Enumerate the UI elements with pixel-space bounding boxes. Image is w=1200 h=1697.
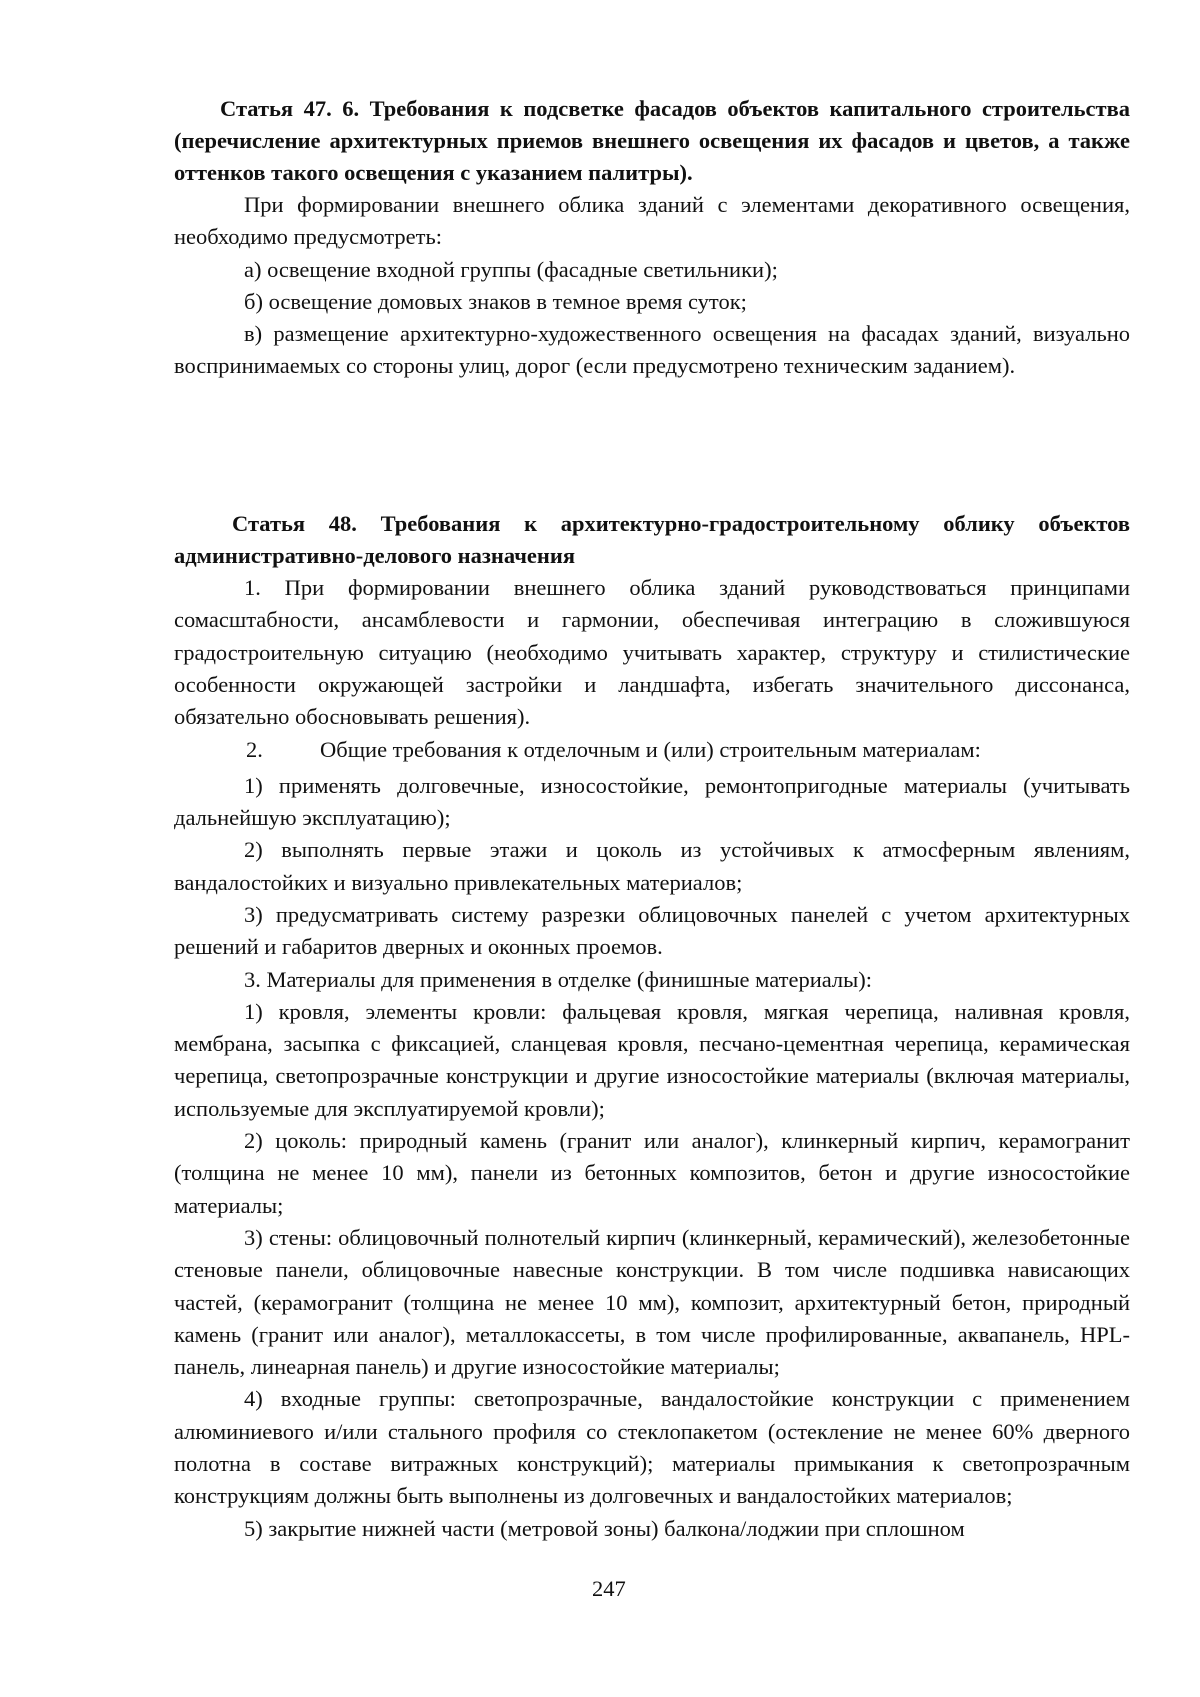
article-47-item-b: б) освещение домовых знаков в темное время суток; bbox=[244, 288, 747, 314]
paragraph-3-item-1: 1) кровля, элементы кровли: фальцевая кровля, мягкая черепица, наливная кровля, мембрана, засыпка с фиксацией, сланцевая кровля, песчано-цементная черепица, керамическая черепица, светопрозрачные конструкции и другие износостойкие материалы (включая материалы, используемые для эксплуатируемой кровли); bbox=[174, 998, 1130, 1121]
paragraph-2-item-2: 2) выполнять первые этажи и цоколь из устойчивых к атмосферным явлениям, вандалостойких и визуально привлекательных материалов; bbox=[174, 837, 1130, 895]
article-48-heading: Статья 48. Требования к архитектурно-градостроительному облику объектов административно-делового назначения bbox=[174, 511, 1130, 568]
article-47-item-c: в) размещение архитектурно-художественного освещения на фасадах зданий, визуально воспринимаемых со стороны улиц, дорог (если предусмотрено техническим заданием). bbox=[174, 321, 1130, 379]
article-48-paragraph-2 bbox=[174, 737, 1130, 769]
article-48-paragraph-1: 1. При формировании внешнего облика зданий руководствоваться принципами сомасштабности, ансамблевости и гармонии, обеспечивая интеграцию в сложившуюся градостроительную ситуацию (необходимо учитывать характер, структуру и стилистические особенности окружающей застройки и ландшафта, избегать значительного диссонанса, обязательно обосновывать решения). bbox=[174, 575, 1130, 730]
page-number: 247 bbox=[592, 1576, 626, 1601]
article-47-item-a: а) освещение входной группы (фасадные светильники); bbox=[244, 256, 778, 282]
paragraph-2-item-1: 1) применять долговечные, износостойкие, ремонтопригодные материалы (учитывать дальнейшую эксплуатацию); bbox=[174, 772, 1130, 831]
article-48-body bbox=[174, 572, 1130, 1545]
article-47-body bbox=[174, 189, 1130, 383]
paragraph-3-item-4: 4) входные группы: светопрозрачные, вандалостойкие конструкции с применением алюминиевого и/или стального профиля со стеклопакетом (остекление не менее 60% дверного полотна в составе витражных конструкций); материалы примыкания к светопрозрачным конструкциям должны быть выполнены из долговечных и вандалостойких материалов; bbox=[174, 1386, 1130, 1509]
article-47-intro: При формировании внешнего облика зданий с элементами декоративного освещения, необходимо предусмотреть: bbox=[174, 192, 1130, 250]
article-47-heading: Статья 47. 6. Требования к подсветке фасадов объектов капитального строительства (перечисление архитектурных приемов внешнего освещения их фасадов и цветов, а также оттенков такого освещения с указанием палитры). bbox=[174, 96, 1130, 185]
paragraph-2-number: 2. bbox=[246, 737, 263, 763]
paragraph-2-text: Общие требования к отделочным и (или) строительным материалам: bbox=[320, 737, 981, 763]
paragraph-3-item-5: 5) закрытие нижней части (метровой зоны) балкона/лоджии при сплошном bbox=[244, 1515, 965, 1541]
paragraph-3-item-2: 2) цоколь: природный камень (гранит или аналог), клинкерный кирпич, керамогранит (толщина не менее 10 мм), панели из бетонных композитов, бетон и другие износостойкие материалы; bbox=[174, 1128, 1130, 1218]
paragraph-2-item-3: 3) предусматривать систему разрезки облицовочных панелей с учетом архитектурных решений и габаритов дверных и оконных проемов. bbox=[174, 901, 1130, 960]
paragraph-3-item-3: 3) стены: облицовочный полнотелый кирпич (клинкерный, керамический), железобетонные стеновые панели, облицовочные навесные конструкции. В том числе подшивка нависающих частей, (керамогранит (толщина не менее 10 мм), композит, архитектурный бетон, природный камень (гранит или аналог), металлокассеты, в том числе профилированные, аквапанель, HPL-панель, линеарная панель) и другие износостойкие материалы; bbox=[174, 1224, 1130, 1380]
article-48-paragraph-3: 3. Материалы для применения в отделке (финишные материалы): bbox=[244, 966, 873, 992]
